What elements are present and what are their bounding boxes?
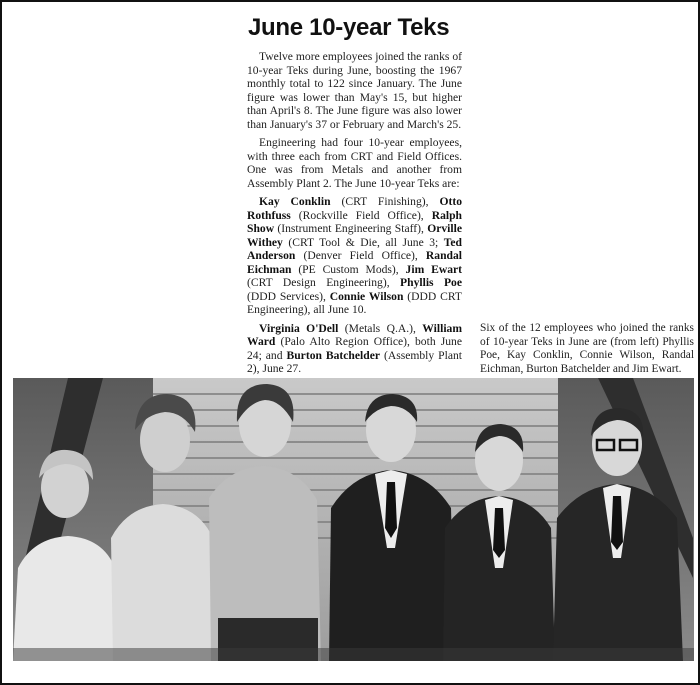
employee-name: Ralph Show xyxy=(247,208,462,235)
employee-detail: (CRT Finishing), xyxy=(330,195,440,208)
employee-name: Phyllis Poe xyxy=(400,276,462,289)
employee-detail: (Denver Field Office), xyxy=(295,249,426,262)
employee-detail: (Instrument Engineering Staff), xyxy=(274,222,428,235)
employee-name: Kay Conklin xyxy=(259,195,331,208)
article-paragraph-3 xyxy=(247,195,462,317)
employee-name: Orville Withey xyxy=(247,222,462,249)
group-photo xyxy=(13,378,694,661)
headline: June 10-year Teks xyxy=(248,14,450,41)
employee-detail: (Assembly Plant 2), June 27. xyxy=(247,348,463,375)
employee-name: Burton Batchelder xyxy=(286,348,380,362)
employee-detail: (DDD Services), xyxy=(247,289,330,303)
employee-name: Ted Anderson xyxy=(247,235,462,262)
employee-detail: (Rockville Field Office), xyxy=(290,208,432,222)
article-body xyxy=(247,50,462,381)
employee-detail: (DDD CRT Engineering), all June 10. xyxy=(247,289,462,316)
employee-detail: (Metals Q.A.), xyxy=(338,321,423,335)
employee-detail: (CRT Design Engineering), xyxy=(247,276,401,289)
employee-detail: (PE Custom Mods), xyxy=(291,262,406,276)
employee-name: Otto Rothfuss xyxy=(247,195,462,222)
photo-caption: Six of the 12 employees who joined the ranks of 10-year Teks in June are (from left) Phyllis Poe, Kay Conklin, Connie Wilson, Randal Eichman, Burton Batchelder and Jim Ewart. xyxy=(480,322,694,375)
employee-name: Jim Ewart xyxy=(405,262,462,276)
employee-name: William Ward xyxy=(247,321,462,348)
employee-detail: (Palo Alto Region Office), both June 24; and xyxy=(247,335,462,362)
employee-name: Randal Eichman xyxy=(247,249,462,276)
article-paragraph-4 xyxy=(247,322,462,376)
article-paragraph-2: Engineering had four 10-year employees, with three each from CRT and Field Offices. One was from Metals and another from Assembly Plant 2. The June 10-year Teks are: xyxy=(247,136,462,190)
employee-detail: (CRT Tool & Die, all June 3; xyxy=(282,235,444,249)
employee-name: Connie Wilson xyxy=(329,289,404,303)
employee-name: Virginia O'Dell xyxy=(259,321,339,335)
article-paragraph-1: Twelve more employees joined the ranks of 10-year Teks during June, boosting the 1967 monthly total to 122 since January. The June figure was lower than May's 15, but higher than April's 8. The June figure was also lower than January's 37 or February and March's 25. xyxy=(247,50,462,131)
